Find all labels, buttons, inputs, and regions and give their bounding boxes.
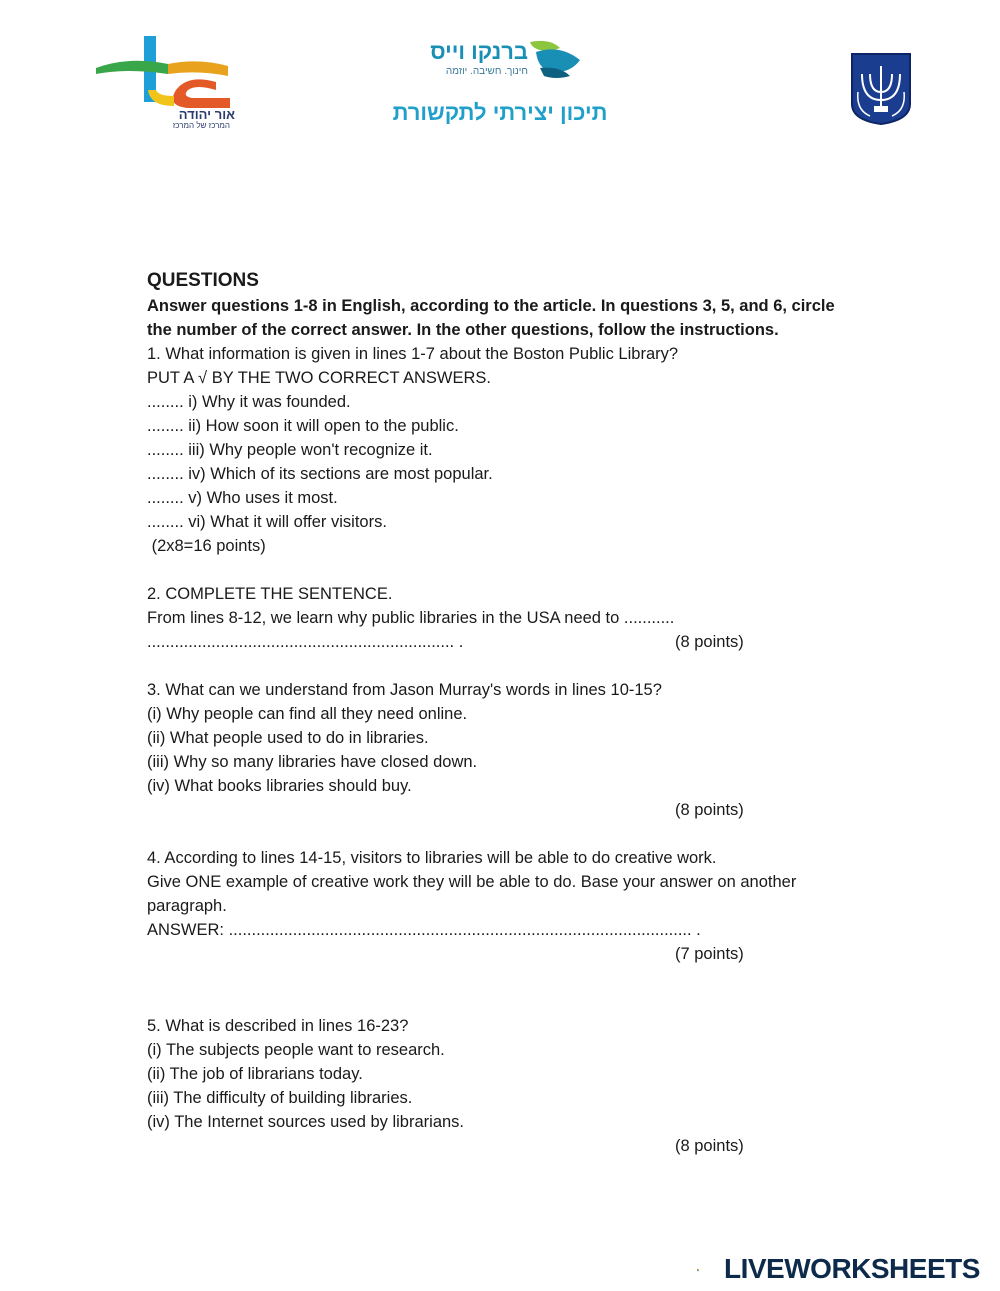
questions-heading: QUESTIONS xyxy=(147,270,259,291)
instructions-line-1: Answer questions 1-8 in English, according to the article. In questions 3, 5, and 6, circle xyxy=(147,297,835,315)
q4-answer-blank[interactable]: ANSWER: ..................................................................................................... . xyxy=(147,921,701,939)
state-emblem-icon xyxy=(850,52,912,126)
q3-points: (8 points) xyxy=(675,801,744,819)
liveworksheets-icon xyxy=(697,1255,723,1285)
q2-sentence: From lines 8-12, we learn why public libraries in the USA need to ........... xyxy=(147,609,675,627)
q3-question: 3. What can we understand from Jason Murray's words in lines 10-15? xyxy=(147,681,662,699)
q1-question: 1. What information is given in lines 1-7 about the Boston Public Library? xyxy=(147,345,679,363)
q4-points: (7 points) xyxy=(675,945,744,963)
q5-option[interactable]: (iii) The difficulty of building libraries. xyxy=(147,1089,413,1107)
q4-question: 4. According to lines 14-15, visitors to libraries will be able to do creative work. xyxy=(147,849,717,867)
q1-option[interactable]: ........ i) Why it was founded. xyxy=(147,393,351,411)
q3-option[interactable]: (i) Why people can find all they need online. xyxy=(147,705,468,723)
q1-option[interactable]: ........ vi) What it will offer visitors. xyxy=(147,513,387,531)
q5-points: (8 points) xyxy=(675,1137,744,1155)
q1-option[interactable]: ........ iii) Why people won't recognize it. xyxy=(147,441,433,459)
q4-instruction-line-2: paragraph. xyxy=(147,897,227,915)
q3-option[interactable]: (iii) Why so many libraries have closed down. xyxy=(147,753,478,771)
q5-option[interactable]: (iv) The Internet sources used by librarians. xyxy=(147,1113,465,1131)
school-title: תיכון יצירתי לתקשורת xyxy=(392,100,608,125)
q1-option[interactable]: ........ v) Who uses it most. xyxy=(147,489,338,507)
q5-option[interactable]: (ii) The job of librarians today. xyxy=(147,1065,363,1083)
branco-weiss-name: ברנקו וייס xyxy=(430,39,528,64)
liveworksheets-logo[interactable]: LIVEWORKSHEETS xyxy=(724,1253,980,1284)
q2-title: 2. COMPLETE THE SENTENCE. xyxy=(147,585,393,603)
q3-option[interactable]: (iv) What books libraries should buy. xyxy=(147,777,412,795)
or-yehuda-logo-text: אור יהודה xyxy=(178,107,235,122)
or-yehuda-logo-subtext: המרכז של המרכז xyxy=(172,121,230,130)
q1-option[interactable]: ........ iv) Which of its sections are most popular. xyxy=(147,465,493,483)
instructions-line-2: the number of the correct answer. In the other questions, follow the instructions. xyxy=(147,321,779,339)
q5-question: 5. What is described in lines 16-23? xyxy=(147,1017,409,1035)
q1-option[interactable]: ........ ii) How soon it will open to the public. xyxy=(147,417,459,435)
q2-points: (8 points) xyxy=(675,633,744,651)
q5-option[interactable]: (i) The subjects people want to research. xyxy=(147,1041,445,1059)
q2-answer-blank[interactable]: ................................................................... . xyxy=(147,633,464,651)
q1-points: (2x8=16 points) xyxy=(147,537,266,555)
branco-weiss-tagline: חינוך. חשיבה. יוזמה xyxy=(445,66,528,77)
q1-instruction: PUT A √ BY THE TWO CORRECT ANSWERS. xyxy=(147,369,492,387)
questions-section xyxy=(147,268,867,1158)
q3-option[interactable]: (ii) What people used to do in libraries. xyxy=(147,729,429,747)
q4-instruction-line-1: Give ONE example of creative work they will be able to do. Base your answer on another xyxy=(147,873,797,891)
